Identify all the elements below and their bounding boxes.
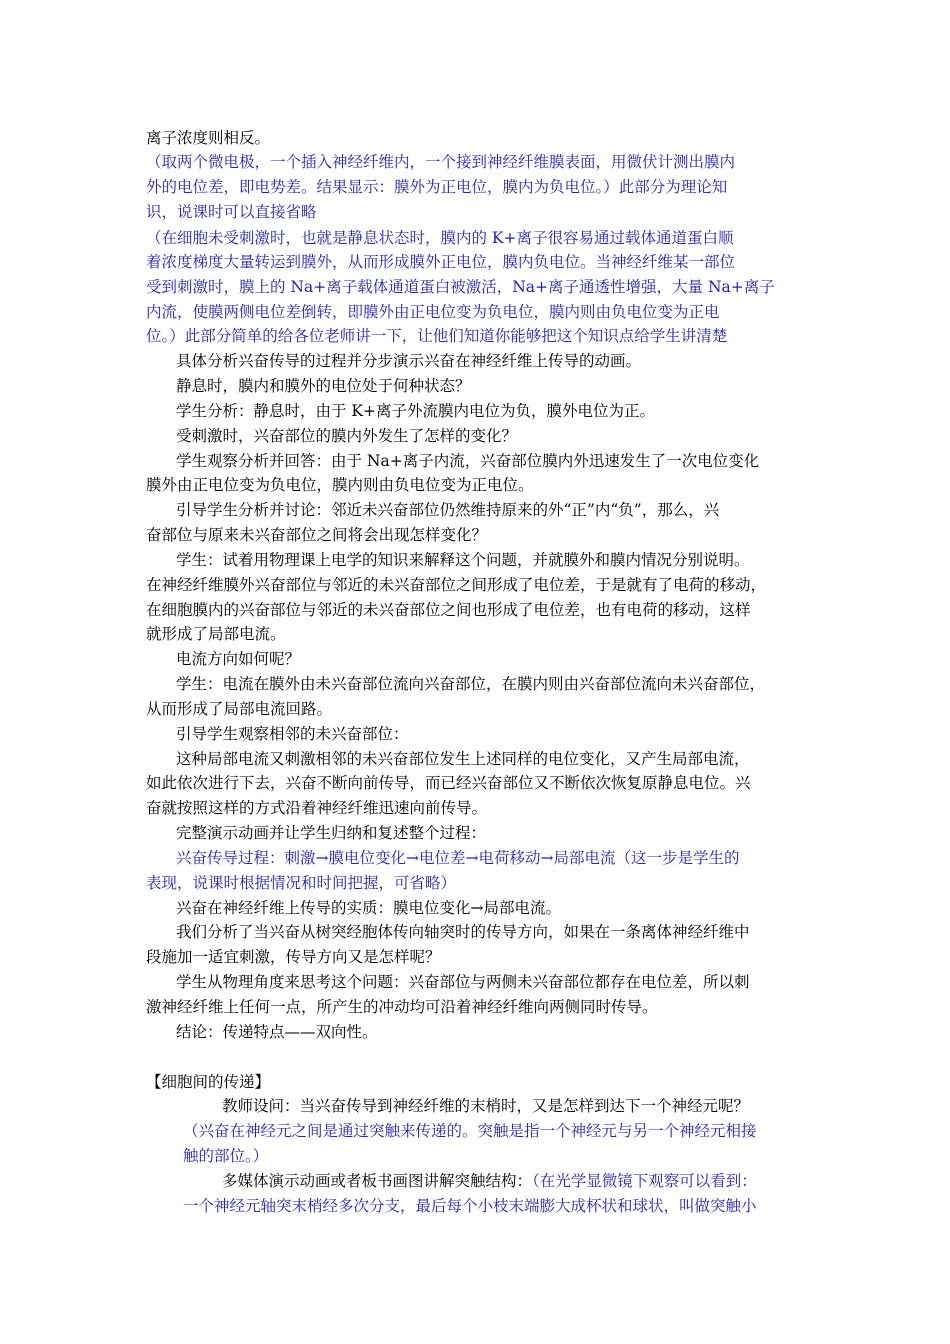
text-line: 引导学生分析并讨论：邻近未兴奋部位仍然维持原来的外“正”内“负”，那么，兴: [176, 501, 720, 519]
text-line: 学生：试着用物理课上电学的知识来解释这个问题，并就膜外和膜内情况分别说明。: [176, 551, 750, 569]
note-line: 内流，使膜两侧电位差倒转，即膜外由正电位变为负电位，膜内则由负电位变为正电: [146, 303, 720, 321]
text-line: 我们分析了当兴奋从树突经胞体传向轴突时的传导方向，如果在一条离体神经纤维中: [176, 923, 750, 941]
text-line: 在细胞膜内的兴奋部位与邻近的未兴奋部位之间也形成了电位差，也有电荷的移动，这样: [146, 601, 751, 619]
text-segment: 多媒体演示动画或者板书画图讲解突触结构：: [222, 1172, 533, 1190]
note-line: 受到刺激时，膜上的 Na+离子载体通道蛋白被激活，Na+离子通透性增强，大量 Na+离子: [146, 278, 775, 296]
text-line: 学生分析：静息时，由于 K+离子外流膜内电位为负，膜外电位为正。: [176, 402, 655, 420]
note-line: 表现，说课时根据情况和时间把握，可省略）: [146, 874, 457, 892]
text-line: 受刺激时，兴奋部位的膜内外发生了怎样的变化？: [176, 427, 518, 445]
text-line: 奋部位与原来未兴奋部位之间将会出现怎样变化？: [146, 526, 488, 544]
text-line: 学生观察分析并回答：由于 Na+离子内流，兴奋部位膜内外迅速发生了一次电位变化: [176, 452, 760, 470]
text-line: 教师设问：当兴奋传导到神经纤维的末梢时，又是怎样到达下一个神经元呢？: [222, 1097, 750, 1115]
text-line: 完整演示动画并让学生归纳和复述整个过程：: [176, 824, 487, 842]
text-line: 奋就按照这样的方式沿着神经纤维迅速向前传导。: [146, 799, 488, 817]
text-line: 引导学生观察相邻的未兴奋部位：: [176, 725, 409, 743]
text-line: 从而形成了局部电流回路。: [146, 700, 333, 718]
text-line: 就形成了局部电流。: [146, 625, 286, 643]
section-heading: 【细胞间的传递】: [146, 1073, 271, 1091]
text-line: 段施加一适宜刺激，传导方向又是怎样呢？: [146, 948, 441, 966]
note-segment: （在光学显微镜下观察可以看到：: [532, 1172, 757, 1190]
note-line: （取两个微电极，一个插入神经纤维内，一个接到神经纤维膜表面，用微伏计测出膜内: [146, 153, 736, 171]
text-line: 这种局部电流又刺激相邻的未兴奋部位发生上述同样的电位变化，又产生局部电流，: [176, 750, 750, 768]
text-line: 激神经纤维上任何一点，所产生的冲动均可沿着神经纤维向两侧同时传导。: [146, 998, 658, 1016]
note-line: 外的电位差，即电势差。结果显示：膜外为正电位，膜内为负电位。）此部分为理论知: [146, 178, 728, 196]
text-line: 如此依次进行下去，兴奋不断向前传导，而已经兴奋部位又不断依次恢复原静息电位。兴: [146, 774, 751, 792]
text-line: 电流方向如何呢？: [176, 650, 301, 668]
text-line: [222, 1169, 757, 1193]
note-line: 识，说课时可以直接省略: [146, 203, 317, 221]
text-line: 学生：电流在膜外由未兴奋部位流向兴奋部位，在膜内则由兴奋部位流向未兴奋部位，: [176, 675, 766, 693]
note-line: 一个神经元轴突末梢经多次分支，最后每个小枝末端膨大成杯状和球状，叫做突触小: [183, 1197, 757, 1215]
text-line: 兴奋在神经纤维上传导的实质：膜电位变化→局部电流。: [176, 899, 561, 917]
text-line: 具体分析兴奋传导的过程并分步演示兴奋在神经纤维上传导的动画。: [176, 352, 642, 370]
text-line: 膜外由正电位变为负电位，膜内则由负电位变为正电位。: [146, 476, 534, 494]
text-line: 学生从物理角度来思考这个问题：兴奋部位与两侧未兴奋部位都存在电位差，所以刺: [176, 973, 750, 991]
text-line: 离子浓度则相反。: [146, 129, 271, 147]
text-line: 在神经纤维膜外兴奋部位与邻近的未兴奋部位之间形成了电位差，于是就有了电荷的移动，: [146, 576, 767, 594]
text-line: 结论：传递特点——双向性。: [176, 1023, 378, 1041]
note-line: 位。）此部分简单的给各位老师讲一下，让他们知道你能够把这个知识点给学生讲清楚: [146, 327, 728, 345]
text-line: 静息时，膜内和膜外的电位处于何种状态？: [176, 377, 471, 395]
note-line: 兴奋传导过程：刺激→膜电位变化→电位差→电荷移动→局部电流（这一步是学生的: [176, 849, 740, 867]
note-line: 触的部位。）: [183, 1147, 269, 1165]
note-line: 着浓度梯度大量转运到膜外，从而形成膜外正电位，膜内负电位。当神经纤维某一部位: [146, 253, 736, 271]
note-line: （兴奋在神经元之间是通过突触来传递的。突触是指一个神经元与另一个神经元相接: [183, 1122, 757, 1140]
note-line: （在细胞未受刺激时，也就是静息状态时，膜内的 K+离子很容易通过载体通道蛋白顺: [146, 229, 734, 247]
